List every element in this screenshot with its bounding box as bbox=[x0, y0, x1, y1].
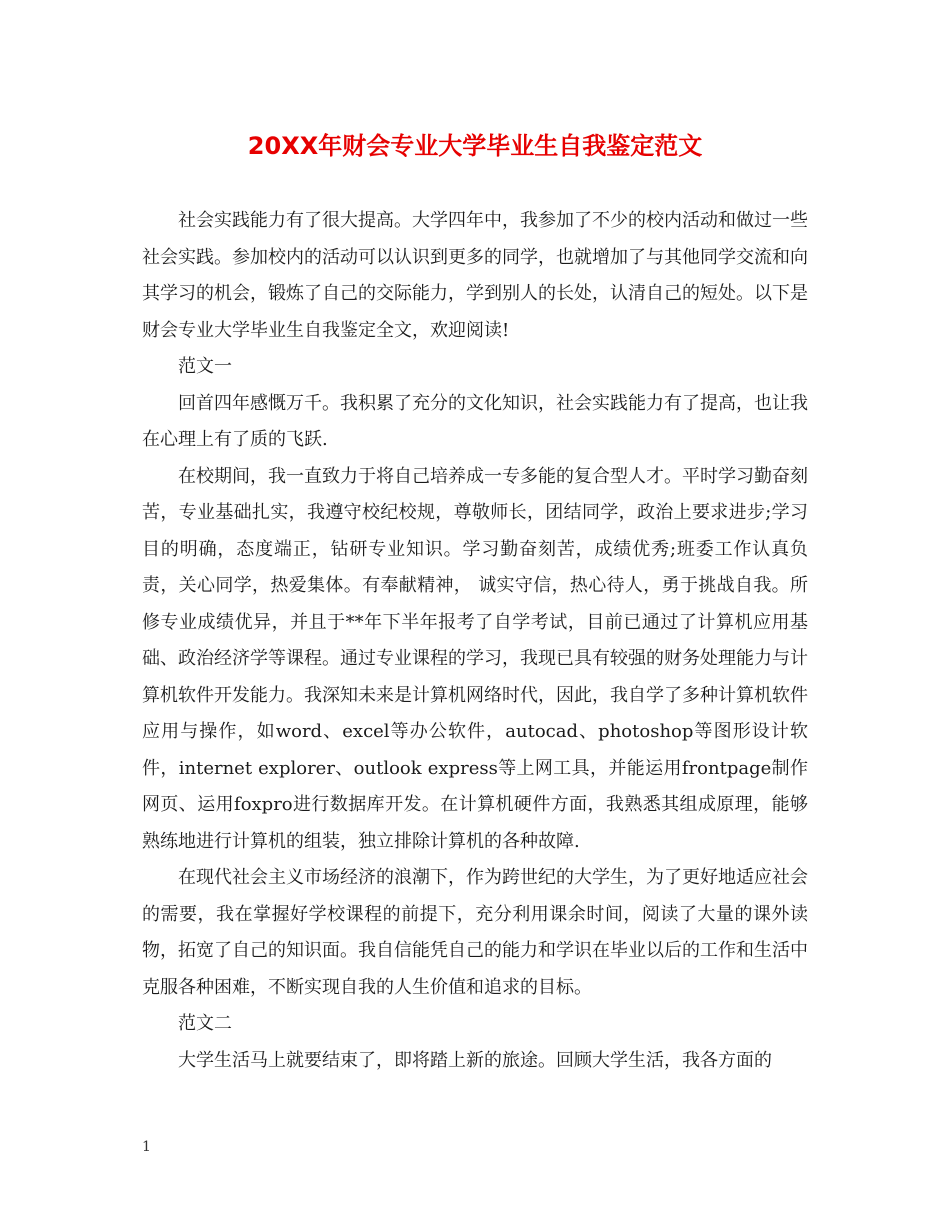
intro-paragraph: 社会实践能力有了很大提高。大学四年中，我参加了不少的校内活动和做过一些社会实践。参加校内的活动可以认识到更多的同学，也就增加了与其他同学交流和向其学习的机会，锻炼了自己的交际能力，学到别人的长处，认清自己的短处。以下是财会专业大学毕业生自我鉴定全文，欢迎阅读! bbox=[142, 210, 808, 341]
page-number: 1 bbox=[142, 1139, 151, 1155]
document-body bbox=[142, 203, 808, 1079]
section-heading-sample-1: 范文一 bbox=[178, 356, 232, 377]
document-title: 20XX年财会专业大学毕业生自我鉴定范文 bbox=[247, 132, 703, 160]
body-paragraph: 在校期间，我一直致力于将自己培养成一专多能的复合型人才。平时学习勤奋刻苦，专业基础扎实，我遵守校纪校规，尊敬师长，团结同学，政治上要求进步;学习目的明确，态度端正，钻研专业知识。学习勤奋刻苦，成绩优秀;班委工作认真负责，关心同学，热爱集体。有奉献精神， 诚实守信，热心待人，勇于挑战自我。所修专业成绩优异，并且于**年下半年报考了自学考试，目前已通过了计算机应用基础、政治经济学等课程。通过专业课程的学习，我现已具有较强的财务处理能力与计算机软件开发能力。我深知未来是计算机网络时代，因此，我自学了多种计算机软件应用与操作，如word、excel等办公软件，autocad、photoshop等图形设计软件，internet explorer、outlook express等上网工具，并能运用frontpage制作网页、运用foxpro进行数据库开发。在计算机硬件方面，我熟悉其组成原理，能够熟练地进行计算机的组装，独立排除计算机的各种故障. bbox=[142, 465, 808, 852]
section-heading-sample-2: 范文二 bbox=[178, 1013, 232, 1034]
body-paragraph: 回首四年感慨万千。我积累了充分的文化知识，社会实践能力有了提高，也让我在心理上有了质的飞跃. bbox=[142, 392, 808, 450]
body-paragraph: 大学生活马上就要结束了，即将踏上新的旅途。回顾大学生活，我各方面的 bbox=[178, 1049, 772, 1071]
body-paragraph: 在现代社会主义市场经济的浪潮下，作为跨世纪的大学生，为了更好地适应社会的需要，我在掌握好学校课程的前提下，充分利用课余时间，阅读了大量的课外读物，拓宽了自己的知识面。我自信能凭自己的能力和学识在毕业以后的工作和生活中克服各种困难，不断实现自我的人生价值和追求的目标。 bbox=[142, 867, 808, 998]
